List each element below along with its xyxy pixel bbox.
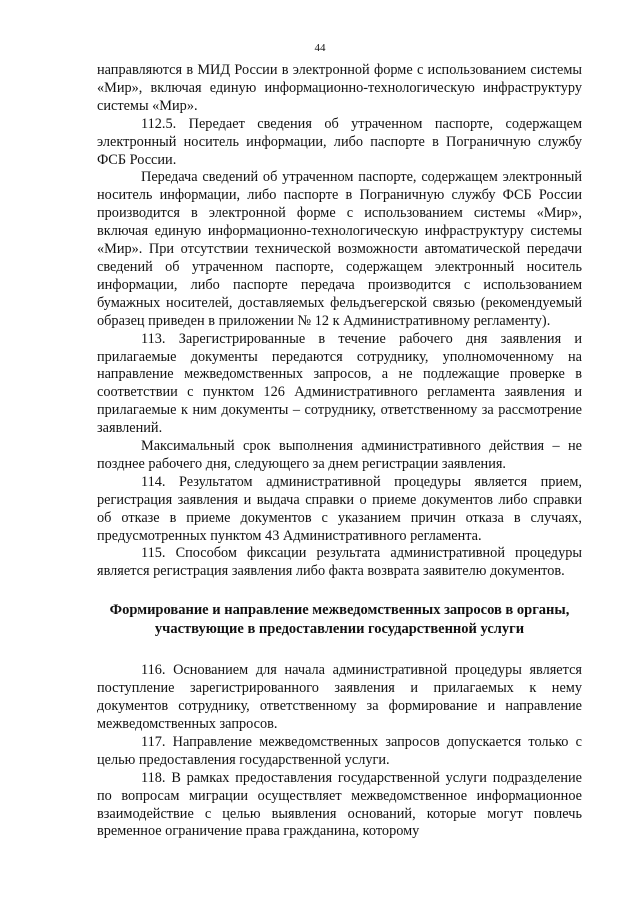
paragraph-transfer: Передача сведений об утраченном паспорте, содержащем электронный носитель информации, либо паспорте в Пограничную службу ФСБ России производится в электронной форме с использованием системы «Мир», включая единую информационно-технологическую инфраструктуру системы «Мир». При отсутствии технической возможности автоматической передачи сведений об утраченном паспорте, содержащем электронный носитель информации, либо паспорте передача производится с использованием бумажных носителей, доставляемых фельдъегерской связью (рекомендуемый образец приведен в приложении № 12 к Административному регламенту). — [97, 169, 582, 329]
paragraph-112-5: 112.5. Передает сведения об утраченном паспорте, содержащем электронный носитель информации, либо паспорте в Пограничную службу ФСБ России. — [97, 115, 582, 168]
paragraph-113: 113. Зарегистрированные в течение рабочего дня заявления и прилагаемые документы передаются сотруднику, уполномоченному на направление межведомственных запросов, а не подлежащие проверке в соответствии с пунктом 126 Административного регламента заявления и прилагаемые к ним документы – сотруднику, ответственному за рассмотрение заявлений. — [97, 330, 582, 437]
paragraph-max-term: Максимальный срок выполнения административного действия – не позднее рабочего дня, следующего за днем регистрации заявления. — [97, 438, 582, 472]
paragraph-117: 117. Направление межведомственных запросов допускается только с целью предоставления государственной услуги. — [97, 733, 582, 768]
paragraph-118: 118. В рамках предоставления государственной услуги подразделение по вопросам миграции осуществляет межведомственное информационное взаимодействие с целью выявления оснований, которые могут повлечь временное ограничение права гражданина, которому — [97, 769, 582, 840]
section-heading: Формирование и направление межведомственных запросов в органы, участвующие в предоставлении государственной услуги — [109, 602, 570, 638]
paragraph-continuation: направляются в МИД России в электронной форме с использованием системы «Мир», включая единую информационно-технологическую инфраструктуру системы «Мир». — [97, 62, 582, 114]
paragraph-114: 114. Результатом административной процедуры является прием, регистрация заявления и выдача справки о приеме документов либо справки об отказе в приеме документов с указанием причин отказа в случаях, предусмотренных пунктом 43 Административного регламента. — [97, 473, 582, 544]
paragraph-115: 115. Способом фиксации результата административной процедуры является регистрация заявления либо факта возврата заявителю документов. — [97, 545, 582, 580]
paragraph-116: 116. Основанием для начала административной процедуры является поступление зарегистрированного заявления и прилагаемых к нему документов сотруднику, ответственному за формирование и направление межведомственных запросов. — [97, 662, 582, 732]
document-body — [97, 62, 582, 841]
page-number: 44 — [314, 42, 326, 54]
